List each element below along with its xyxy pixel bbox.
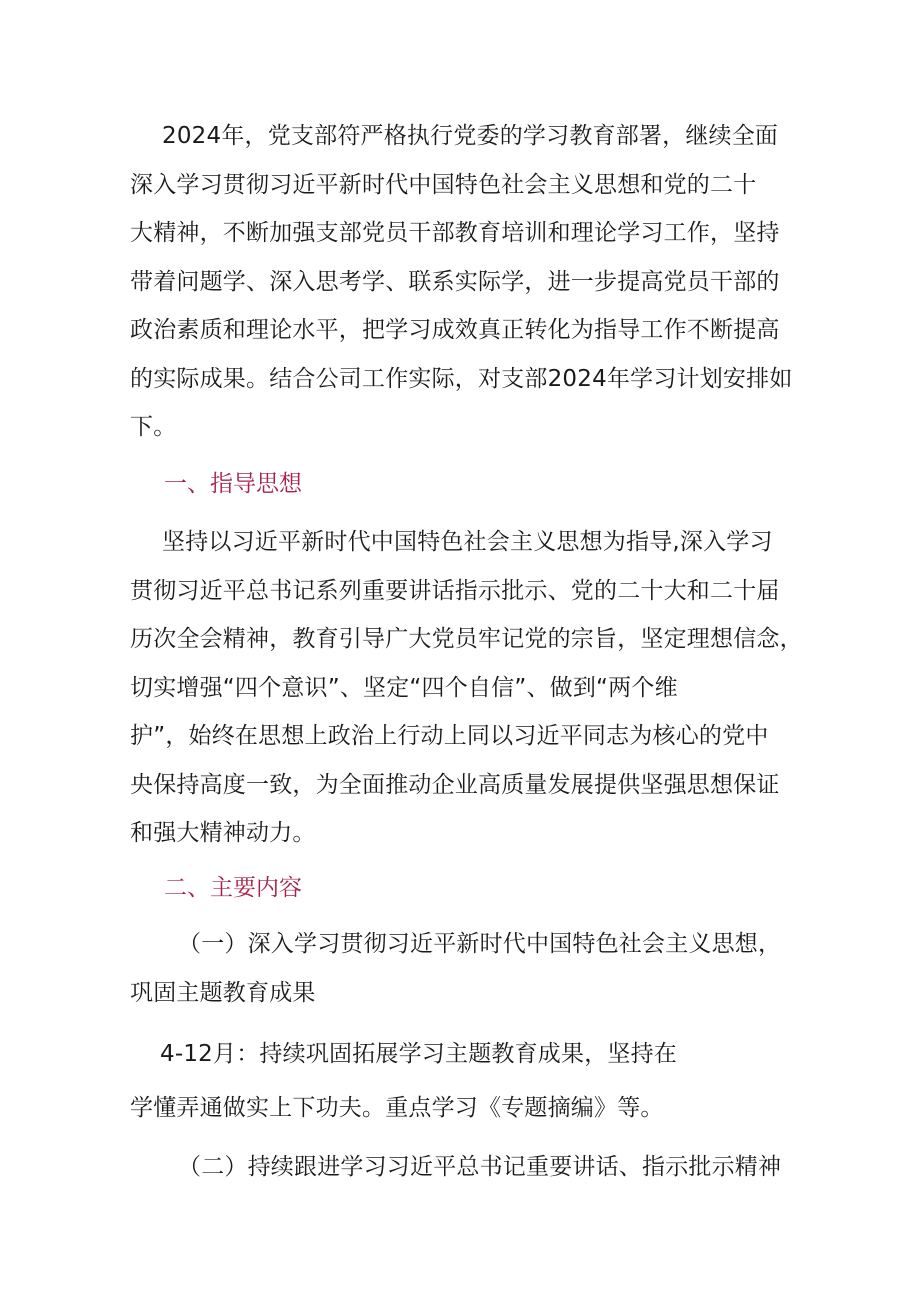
paragraph-line: 下。 xyxy=(130,414,177,440)
paragraph-line: 护”，始终在思想上政治上行动上同以习近平同志为核心的党中 xyxy=(130,723,769,749)
paragraph-line: 和强大精神动力。 xyxy=(130,820,316,846)
paragraph-line: 2024年，党支部符严格执行党委的学习教育部署，继续全面 xyxy=(162,123,779,149)
paragraph-line: 央保持高度一致，为全面推动企业高质量发展提供坚强思想保证 xyxy=(130,771,780,798)
guiding-ideology-paragraph xyxy=(130,518,803,858)
subsection-1-detail xyxy=(130,1030,790,1132)
paragraph-line: 深入学习贯彻习近平新时代中国特色社会主义思想和党的二十 xyxy=(130,171,757,198)
section-heading-main-content: 二、主要内容 xyxy=(164,875,302,901)
paragraph-line: 贯彻习近平总书记系列重要讲话指示批示、党的二十大和二十届 xyxy=(130,577,780,604)
subsection-1-title xyxy=(130,920,790,1017)
paragraph-line: 大精神，不断加强支部党员干部教育培训和理论学习工作，坚持 xyxy=(130,220,780,246)
paragraph-line: 学懂弄通做实上下功夫。重点学习《专题摘编》等。 xyxy=(130,1094,664,1121)
paragraph-line: 4-12月：持续巩固拓展学习主题教育成果，坚持在 xyxy=(160,1041,677,1067)
paragraph-line: 带着问题学、深入思考学、联系实际学，进一步提高党员干部的 xyxy=(130,268,780,295)
paragraph-line: 政治素质和理论水平，把学习成效真正转化为指导工作不断提高 xyxy=(130,317,780,343)
paragraph-line: 坚持以习近平新时代中国特色社会主义思想为指导,深入学习 xyxy=(162,529,773,555)
paragraph-line: （一）深入学习贯彻习近平新时代中国特色社会主义思想， xyxy=(178,931,782,957)
subsection-2-title xyxy=(130,1143,790,1192)
paragraph-line: 巩固主题教育成果 xyxy=(130,979,316,1006)
paragraph-line: 的实际成果。结合公司工作实际，对支部2024年学习计划安排如 xyxy=(130,365,793,392)
paragraph-line: （二）持续跟进学习习近平总书记重要讲话、指示批示精神 xyxy=(178,1154,782,1180)
section-heading-guiding-ideology: 一、指导思想 xyxy=(164,471,302,497)
paragraph-line: 历次全会精神，教育引导广大党员牢记党的宗旨，坚定理想信念， xyxy=(130,626,803,652)
intro-paragraph xyxy=(130,112,793,452)
paragraph-line: 切实增强“四个意识”、坚定“四个自信”、做到“两个维 xyxy=(130,674,678,701)
